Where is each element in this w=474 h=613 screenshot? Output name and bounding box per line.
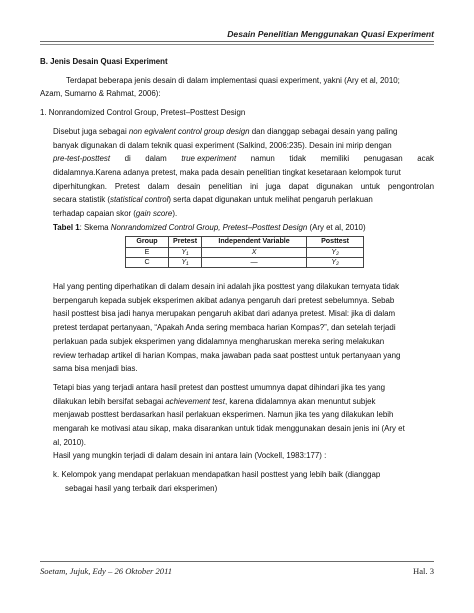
table-caption	[40, 221, 434, 235]
word: penelitian	[208, 181, 243, 191]
table-caption-label: Tabel 1	[53, 222, 80, 232]
word: dapat	[288, 181, 309, 191]
table-header-cell: Independent Variable	[202, 237, 307, 247]
text-run: dilakukan lebih bersifat sebagai	[53, 396, 166, 406]
body-line: pretest terdapat pertanyaan, “Apakah Anda sering membaca harian Kompas?”, dan setelah terjadi	[53, 323, 396, 333]
text-run: , karena didalamnya akan menuntut subjek	[224, 396, 376, 406]
body-line: mengarah ke motivasi atau sikap, maka disarankan untuk tidak menggunakan desain jenis ini (Ary et	[53, 424, 405, 434]
table-cell: Y₂	[307, 257, 364, 267]
body-line: review terhadap artikel di harian Kompas, maka jawaban pada saat posttest untuk pertanyaan yang	[53, 350, 401, 360]
table-cell: C	[126, 257, 169, 267]
page-content	[40, 55, 434, 496]
list-item-title: 1. Nonrandomized Control Group, Pretest–Posttest Design	[40, 108, 246, 118]
word: namun	[250, 154, 275, 164]
text-run: ) serta dapat digunakan untuk melihat pengaruh perlakuan	[168, 195, 373, 205]
word: acak	[417, 154, 434, 164]
text-run: (Ary et al, 2010)	[307, 222, 366, 232]
table-cell: —	[202, 257, 307, 267]
body-line: sama bisa menjadi bias.	[53, 364, 138, 374]
list-item: k. Kelompok yang mendapat perlakuan mendapatkan hasil posttest yang lebih baik (dianggap	[53, 470, 381, 480]
word: untuk	[360, 181, 380, 191]
body-line: Hal yang penting diperhatikan di dalam desain ini adalah jika posttest yang dilakukan ternyata tidak	[53, 282, 400, 292]
section-heading: B. Jenis Desain Quasi Experiment	[40, 57, 168, 66]
intro-line: Azam, Sumarno & Rahmat, 2006):	[40, 89, 161, 99]
table-cell: X	[202, 247, 307, 257]
body-line: Tetapi bias yang terjadi antara hasil pretest dan posttest umumnya dapat dihindari jika tes yang	[53, 382, 386, 392]
body-line: hasil posttest bisa jadi hanya merupakan pengaruh akibat dari adanya pretest. Misal: jika di dalam	[53, 309, 396, 319]
word: Pretest	[114, 181, 140, 191]
word: diperhitungkan.	[53, 181, 107, 191]
table-header-row	[126, 237, 364, 247]
text-run: Disebut juga sebagai	[53, 126, 129, 136]
word: juga	[265, 181, 281, 191]
word: pengontrolan	[387, 181, 434, 191]
body-line	[40, 125, 434, 139]
body-line	[40, 395, 434, 409]
table-header-cell: Pretest	[169, 237, 202, 247]
body-line	[40, 193, 434, 207]
table-cell: Y₂	[307, 247, 364, 257]
text-run: terhadap capaian skor (	[53, 209, 136, 219]
text-run-italic: gain score	[135, 209, 173, 219]
header-rule	[40, 41, 434, 42]
body-line: Hasil yang mungkin terjadi di dalam desain ini antara lain (Vockell, 1983:177) :	[53, 451, 327, 461]
design-table	[125, 236, 364, 268]
header-rule-thin	[40, 44, 434, 45]
word: pre-test-posttest	[53, 154, 111, 164]
body-line-justified	[40, 180, 434, 194]
list-item-continuation: sebagai hasil yang terbaik dari eksperimen)	[65, 483, 218, 493]
body-line: berpengaruh kepada subjek eksperimen akibat adanya pengaruh dari pretest sebelumnya. Sebab	[53, 295, 395, 305]
table-row	[126, 257, 364, 267]
word: ini	[250, 181, 258, 191]
word: di	[124, 154, 131, 164]
table-row	[126, 247, 364, 257]
word: digunakan	[316, 181, 353, 191]
body-line: perlakuan pada subjek eksperimen yang didalamnya mengharuskan mereka sering melakukan	[53, 336, 385, 346]
body-line-justified	[40, 152, 434, 166]
table-header-cell: Posttest	[307, 237, 364, 247]
word: tidak	[289, 154, 307, 164]
text-run-italic: Nonrandomized Control Group, Pretest–Posttest Design	[110, 222, 308, 232]
word: desain	[177, 181, 201, 191]
word: dalam	[147, 181, 170, 191]
word: memiliki	[320, 154, 350, 164]
word: true experiment	[181, 154, 237, 164]
intro-line: Terdapat beberapa jenis desain di dalam implementasi quasi experiment, yakni (Ary et al, 2010;	[66, 75, 400, 85]
body-line	[40, 207, 434, 221]
text-run: ).	[172, 209, 178, 219]
word: penugasan	[363, 154, 403, 164]
table-cell: Y₁	[169, 257, 202, 267]
running-header-title: Desain Penelitian Menggunakan Quasi Experiment	[227, 29, 434, 39]
text-run-italic: achievement test	[165, 396, 225, 406]
text-run: secara statistik (	[53, 195, 111, 205]
text-run: : Skema	[79, 222, 111, 232]
body-line: banyak digunakan di dalam teknik quasi experiment (Salkind, 2006:235). Desain ini mirip dengan	[53, 140, 392, 150]
table-header-cell: Group	[126, 237, 169, 247]
footer-author-date: Soetam, Jujuk, Edy – 26 Oktober 2011	[40, 566, 173, 576]
footer-rule	[40, 561, 434, 562]
text-run-italic: statistical control	[110, 195, 169, 205]
word: dalam	[145, 154, 167, 164]
body-line: al, 2010).	[53, 437, 86, 447]
table-cell: Y₁	[169, 247, 202, 257]
footer-page-number: Hal. 3	[412, 566, 434, 576]
body-line: menjawab posttest berdasarkan hasil perlakuan eksperimen. Namun jika tes yang dilakukan lebih	[53, 410, 394, 420]
body-line: didalamnya.Karena adanya pretest, maka pada desain penelitian tingkat kesetaraan kelompok turut	[53, 167, 401, 177]
text-run-italic: non egivalent control group design	[128, 126, 250, 136]
text-run: dan dianggap sebagai desain yang paling	[249, 126, 398, 136]
table-cell: E	[126, 247, 169, 257]
